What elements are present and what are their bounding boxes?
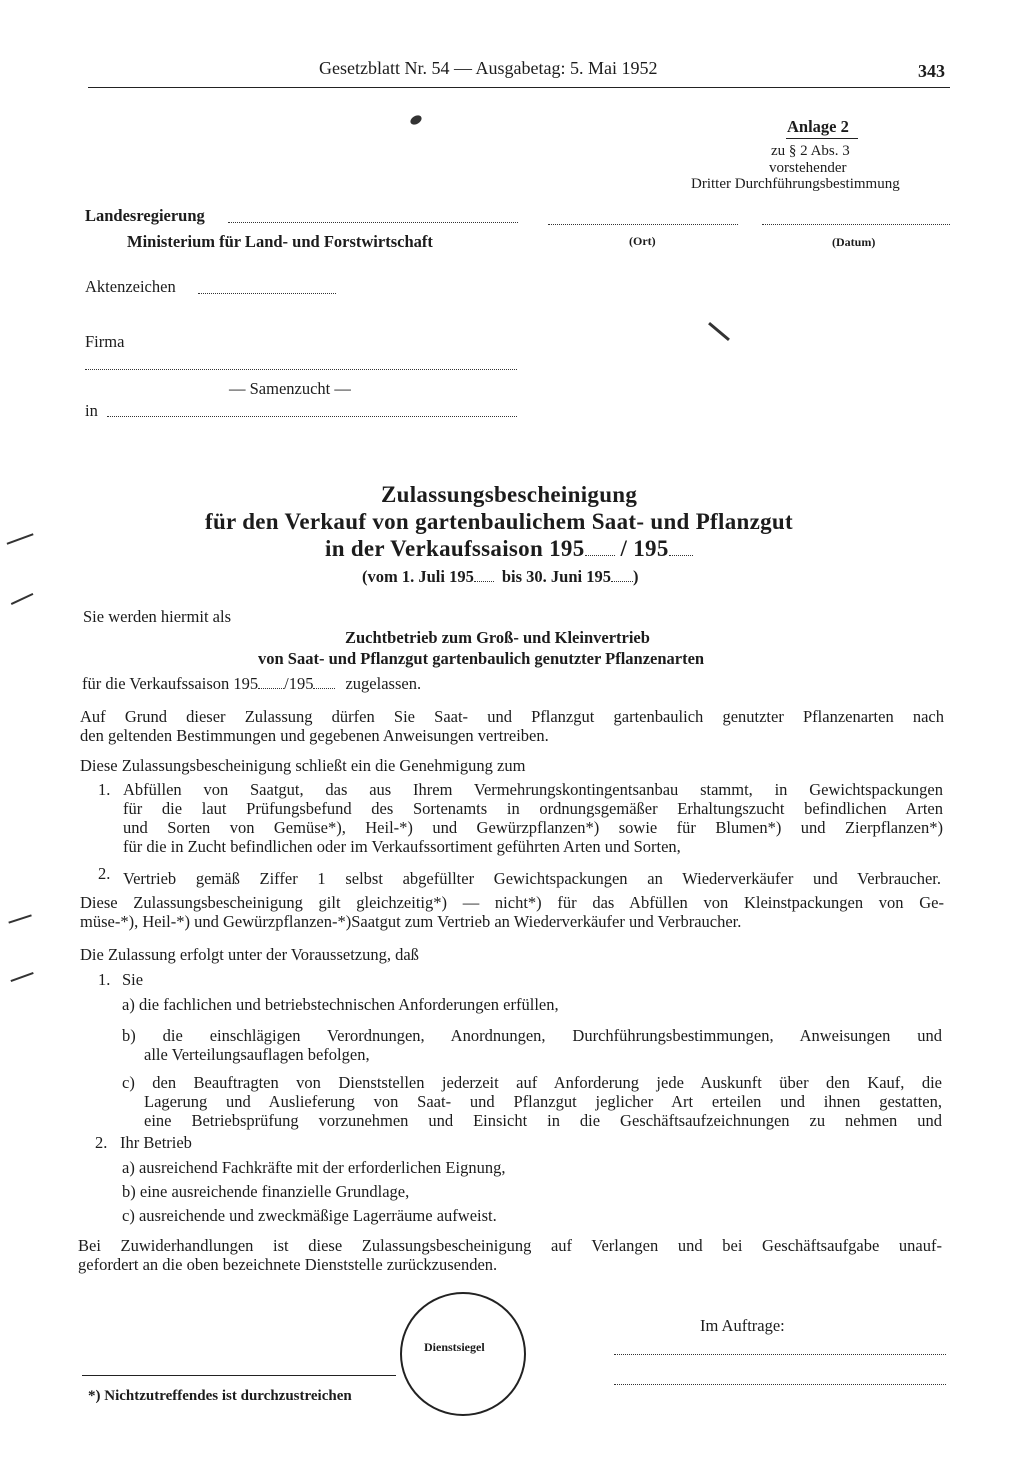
scan-speck <box>11 593 33 605</box>
season-to-blank <box>313 687 335 689</box>
season-from-blank <box>258 687 284 689</box>
cond-1-c-line-1: c) den Beauftragten von Dienststellen jederzeit auf Anforderung jede Auskunft über den Kauf, die <box>122 1073 942 1092</box>
scan-speck <box>8 914 31 923</box>
para-2: Diese Zulassungsbescheinigung schließt ein die Genehmigung zum <box>80 756 526 775</box>
datum-label: (Datum) <box>832 235 876 249</box>
cond-1-c <box>122 1073 942 1130</box>
para-1 <box>80 707 944 745</box>
para-1-line-2: den geltenden Bestimmungen und gegebenen Anweisungen vertreiben. <box>80 726 549 745</box>
intro-bold-2: von Saat- und Pflanzgut gartenbaulich genutzter Pflanzenarten <box>258 649 705 668</box>
intro-line: Sie werden hiermit als <box>83 607 232 626</box>
item-2-line: Vertrieb gemäß Ziffer 1 selbst abgefüllter Gewichtspackungen an Wiederverkäufer und Verbraucher. <box>123 869 941 888</box>
item-1-line-3: und Sorten von Gemüse*), Heil-*) und Gewürzpflanzen*) sowie für Blumen*) und Zierpflanzen*) <box>123 818 943 837</box>
signature-line-1 <box>614 1354 946 1355</box>
page-number: 343 <box>918 61 945 81</box>
footnote: *) Nichtzutreffendes ist durchzustreichen <box>88 1388 352 1404</box>
para-3 <box>80 893 944 931</box>
ort-label: (Ort) <box>629 234 656 248</box>
cond-1-number: 1. <box>98 970 111 989</box>
from-blank <box>474 580 494 582</box>
scan-speck <box>708 322 730 341</box>
annex-line-3: Dritter Durchführungsbestimmung <box>691 176 900 192</box>
para-3-line-1: Diese Zulassungsbescheinigung gilt gleichzeitig*) — nicht*) für das Abfüllen von Kleinstpackungen von Ge- <box>80 893 944 912</box>
item-1-line-2: für die laut Prüfungsbefund des Sortenamts in ordnungsgemäßer Erhaltungszucht befindlichen Arten <box>123 799 943 818</box>
to-blank <box>611 580 633 582</box>
signature-label: Im Auftrage: <box>700 1316 785 1335</box>
aktenzeichen-label: Aktenzeichen <box>85 277 176 296</box>
landesregierung-line <box>228 222 518 223</box>
scan-speck <box>7 533 34 544</box>
item-1-number: 1. <box>98 780 111 799</box>
item-2-text <box>123 869 941 888</box>
scan-speck <box>409 114 423 127</box>
season-part-c: zugelassen. <box>345 674 422 693</box>
item-1-line-1: Abfüllen von Saatgut, das aus Ihrem Vermehrungskontingentsanbau stammt, in Gewichtspackungen <box>123 780 943 799</box>
annex-underline <box>786 138 858 139</box>
aktenzeichen-line <box>198 293 336 294</box>
annex-line-2: vorstehender <box>769 160 847 176</box>
footnote-rule <box>82 1375 396 1376</box>
header-title: Gesetzblatt Nr. 54 — Ausgabetag: 5. Mai 1952 <box>319 58 658 78</box>
firma-line <box>85 369 517 370</box>
season-part-a: für die Verkaufssaison 195 <box>82 674 259 693</box>
cond-1-c-line-2: Lagerung und Auslieferung von Saat- und Pflanzgut jeglicher Art erteilen und ihnen gestatten, <box>144 1092 942 1111</box>
para-4: Die Zulassung erfolgt unter der Voraussetzung, daß <box>80 945 419 964</box>
cond-2-c: c) ausreichende und zweckmäßige Lagerräume aufweist. <box>122 1206 497 1225</box>
firma-label: Firma <box>85 332 125 351</box>
doc-title-1: Zulassungsbescheinigung <box>381 482 638 507</box>
season-part-b: /195 <box>284 674 314 693</box>
para-5 <box>78 1236 942 1274</box>
para-1-line-1: Auf Grund dieser Zulassung dürfen Sie Saat- und Pflanzgut gartenbaulich genutzter Pflanzenarten nach <box>80 707 944 726</box>
annex-line-1: zu § 2 Abs. 3 <box>771 143 850 159</box>
doc-subtitle <box>362 567 638 587</box>
landesregierung-label: Landesregierung <box>85 206 205 225</box>
ort-line <box>548 224 738 225</box>
item-1-text <box>123 780 943 856</box>
cond-1-b-line-1: b) die einschlägigen Verordnungen, Anordnungen, Durchführungsbestimmungen, Anweisungen und <box>122 1026 942 1045</box>
item-2-number: 2. <box>98 864 111 883</box>
in-line <box>107 416 517 417</box>
cond-1-b-line-2: alle Verteilungsauflagen befolgen, <box>144 1045 370 1064</box>
subtitle-part-c: ) <box>632 567 639 586</box>
doc-title-2: für den Verkauf von gartenbaulichem Saat- und Pflanzgut <box>205 509 793 534</box>
cond-2-number: 2. <box>95 1133 108 1152</box>
ministerium-label: Ministerium für Land- und Forstwirtschaft <box>127 232 433 251</box>
signature-line-2 <box>614 1384 946 1385</box>
doc-title-3 <box>325 536 693 562</box>
scan-speck <box>10 972 33 982</box>
cond-1-a: a) die fachlichen und betriebstechnischen Anforderungen erfüllen, <box>122 995 559 1014</box>
cond-1-c-line-3: eine Betriebsprüfung vorzunehmen und Einsicht in die Geschäftsaufzeichnungen zu nehmen und <box>144 1111 942 1130</box>
season-blank-1 <box>585 554 615 556</box>
doc-title-3b: / 195 <box>620 536 669 561</box>
para-5-line-2: gefordert an die oben bezeichnete Dienststelle zurückzusenden. <box>78 1255 498 1274</box>
doc-title-3a: in der Verkaufssaison 195 <box>325 536 585 561</box>
para-5-line-1: Bei Zuwiderhandlungen ist diese Zulassungsbescheinigung auf Verlangen und bei Geschäftsaufgabe unauf- <box>78 1236 942 1255</box>
item-1-line-4: für die in Zucht befindlichen oder im Verkaufssortiment geführten Arten und Sorten, <box>123 837 681 856</box>
intro-bold-1: Zuchtbetrieb zum Groß- und Kleinvertrieb <box>345 628 650 647</box>
annex-title: Anlage 2 <box>787 117 849 136</box>
samenzucht-label: — Samenzucht — <box>229 379 351 398</box>
cond-1-label: Sie <box>122 970 144 989</box>
in-label: in <box>85 401 98 420</box>
para-3-line-2: müse-*), Heil-*) und Gewürzpflanzen-*)Saatgut zum Vertrieb an Wiederverkäufer und Verbraucher. <box>80 912 742 931</box>
datum-line <box>762 224 950 225</box>
subtitle-part-a: (vom 1. Juli 195 <box>362 567 474 586</box>
cond-2-a: a) ausreichend Fachkräfte mit der erforderlichen Eignung, <box>122 1158 506 1177</box>
intro-season <box>82 674 421 694</box>
cond-2-label: Ihr Betrieb <box>120 1133 192 1152</box>
header-rule <box>88 87 950 88</box>
cond-2-b: b) eine ausreichende finanzielle Grundlage, <box>122 1182 410 1201</box>
subtitle-part-b: bis 30. Juni 195 <box>501 567 611 586</box>
seal-label: Dienstsiegel <box>424 1340 485 1354</box>
cond-1-b <box>122 1026 942 1064</box>
season-blank-2 <box>669 554 693 556</box>
